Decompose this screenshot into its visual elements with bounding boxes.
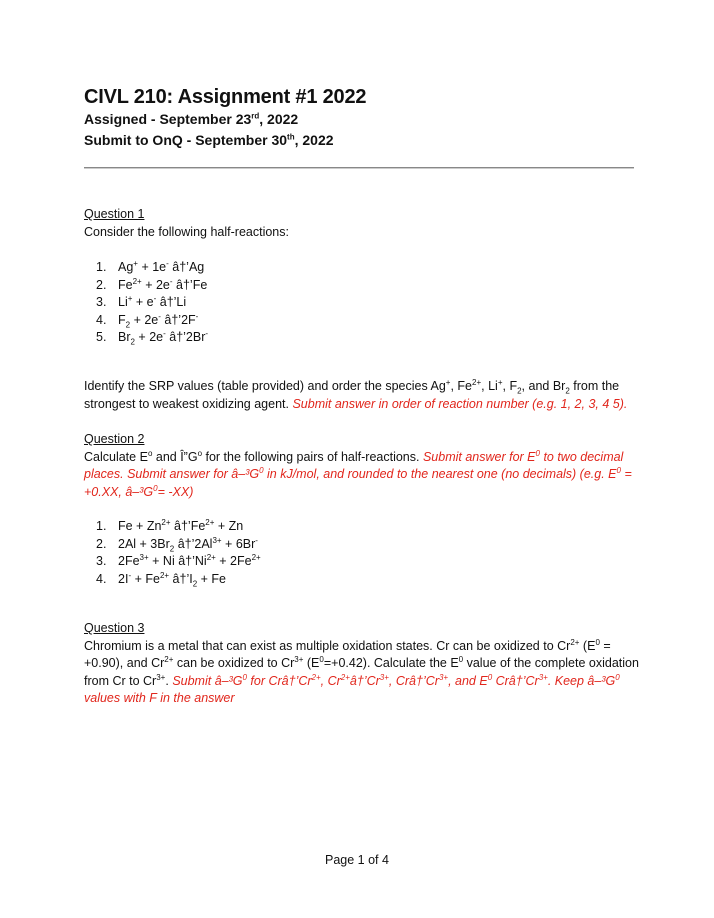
reaction-equation: $Fe + Zn^{2+}$ $â\dagger’Fe^{2+} + Zn$ (118, 517, 244, 533)
reaction-number: 1. (96, 260, 107, 274)
reaction-number: 2. (96, 277, 107, 292)
reaction-item (84, 329, 640, 347)
reaction-number: 3. (96, 295, 107, 309)
reaction-item (84, 571, 640, 589)
assignment-title: CIVL 210: Assignment #1 2022 (84, 86, 367, 108)
submit-date: Submit to OnQ - September 30th, 2022 (84, 132, 334, 148)
question-2-heading: Question 2 (84, 432, 145, 446)
reaction-equation: Ag+ + 1e- â†’Ag (118, 258, 205, 274)
reaction-item (84, 553, 640, 571)
reaction-number: 4. (96, 571, 107, 586)
question-2-reaction-list (84, 518, 640, 588)
reaction-equation: $2I^- + Fe^{2+}$ $â\dagger’I_2 + Fe$ (118, 570, 227, 588)
reaction-equation: $F_2 + 2e^-$ â†’2F- (118, 311, 199, 329)
reaction-item (84, 277, 640, 295)
reaction-item (84, 294, 640, 312)
reaction-number: 2. (96, 536, 107, 551)
reaction-number: 1. (96, 519, 107, 533)
question-2-body: Calculate $E^o$ and $Î”G^o$ for the following pairs of half-reactions. Submit answer for $E^0$ to two decimal places. Submit answer for $â-^3G^0$ in kJ/mol, and rounded to the nearest one (no decimals) (e.g. $E^0 = +0.XX$, $â-^3G^0= -XX$) (84, 448, 632, 499)
reaction-item (84, 536, 640, 554)
question-2 (84, 431, 640, 501)
question-1-reaction-list (84, 259, 640, 347)
reaction-equation: Li+ + e- â†’Li (118, 293, 187, 309)
question-1-intro: Consider the following half-reactions: (84, 224, 289, 239)
reaction-equation: $Fe^{2+} + 2e^-$ â†’Fe (118, 276, 208, 292)
question-3-body: Chromium is a metal that can exist as multiple oxidation states. Cr can be oxidized to $Cr^{2+}$ $(E^0 = +0.90)$, and $Cr^{2+}$ can be oxidized to $Cr^{3+}$ $(E^0=+0.42)$. Calculate the $E^0$ value of the complete oxidation from Cr to $Cr^{3+}$. Submit $â-^3G^0$ for $Crâ\dagger’Cr^{2+}$, $Cr^{2+}â\dagger’Cr^{3+}$, $Crâ\dagger’Cr^{3+}$, and $E^0$ $Crâ\dagger’Cr^{3+}$. Keep $â-^3G^0$ values with F in the answer (84, 637, 639, 705)
reaction-equation: $2Al + 3Br_2$ $â\dagger’2Al^{3+} + 6Br^-$ (118, 535, 258, 553)
reaction-item (84, 312, 640, 330)
reaction-item (84, 259, 640, 277)
reaction-number: 5. (96, 330, 107, 344)
question-3-heading: Question 3 (84, 621, 145, 635)
reaction-equation: $Br_2 + 2e^-$ â†’2Br- (118, 328, 209, 347)
question-3 (84, 620, 640, 708)
reaction-number: 3. (96, 554, 107, 568)
reaction-item (84, 518, 640, 536)
question-1 (84, 206, 640, 241)
question-1-body: Identify the SRP values (table provided) and order the species Ag+, $Fe^{2+}$, Li+, $F_2$, and $Br_2$ from the strongest to weakest oxidizing agent. Submit answer in order of reaction number (e.g. 1, 2, 3, 4 5). (84, 377, 628, 411)
reaction-number: 4. (96, 312, 107, 327)
assigned-date: Assigned - September 23rd, 2022 (84, 111, 299, 127)
question-1-heading: Question 1 (84, 207, 145, 221)
header-divider (84, 167, 634, 169)
page-number: Page 1 of 4 (325, 853, 389, 867)
reaction-equation: $2Fe^{3+} + Ni$ $â\dagger’Ni^{2+} + 2Fe^{2+}$ (118, 552, 261, 568)
